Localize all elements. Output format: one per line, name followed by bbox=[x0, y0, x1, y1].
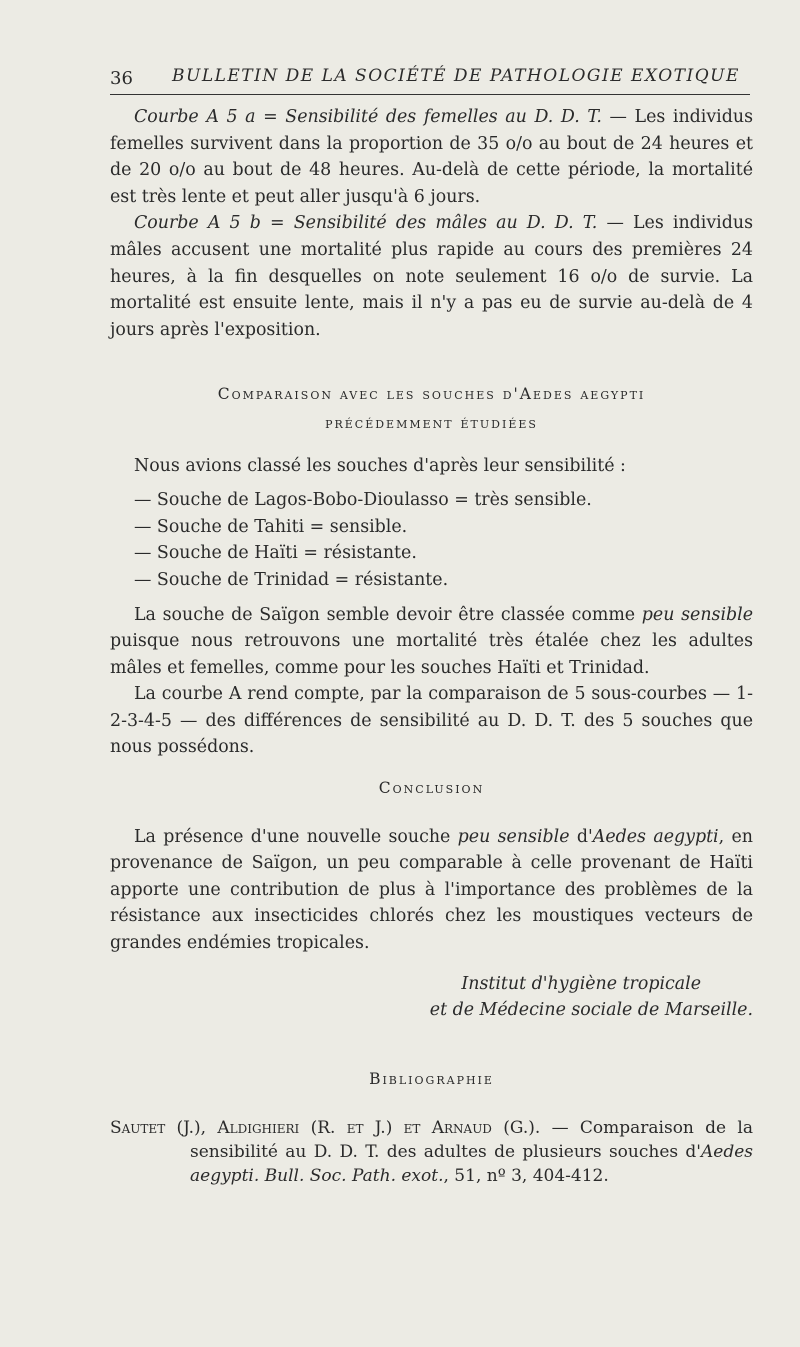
list-item: — Souche de Trinidad = résistante. bbox=[134, 569, 449, 590]
page-number: 36 bbox=[110, 68, 133, 89]
signature-line-2: et de Médecine sociale de Marseille. bbox=[429, 1000, 753, 1021]
comparison-heading-line2: précédemment étudiées bbox=[325, 413, 538, 432]
running-title: BULLETIN DE LA SOCIÉTÉ DE PATHOLOGIE EXOTIQUE bbox=[172, 66, 740, 86]
courbe-a5a-text: — Les individus femelles survivent dans la proportion de 35 o/o au bout de 24 heures et de 20 o/o au bout de 48 heures. Au-delà de cette période, la mortalité est très lente et peut aller jusqu'à 6 jours. bbox=[110, 107, 753, 207]
list-item: — Souche de Tahiti = sensible. bbox=[134, 516, 408, 537]
conclusion-heading: Conclusion bbox=[378, 779, 485, 798]
comparison-lead: Nous avions classé les souches d'après leur sensibilité : bbox=[134, 455, 626, 476]
courbe-a5a-label: Courbe A 5 a = Sensibilité des femelles au D. D. T. bbox=[134, 107, 602, 127]
bibliography-heading: Bibliographie bbox=[369, 1069, 494, 1088]
running-header bbox=[110, 64, 750, 95]
comparison-heading-line1: Comparaison avec les souches d'Aedes aegypti bbox=[217, 385, 646, 404]
paragraph-courbe-a5b bbox=[110, 210, 753, 343]
article-body bbox=[110, 104, 753, 1188]
paragraph-courbe-a5a bbox=[110, 104, 753, 210]
comparison-paragraph-2: La courbe A rend compte, par la comparaison de 5 sous-courbes — 1-2-3-4-5 — des différences de sensibilité au D. D. T. des 5 souches que nous possédons. bbox=[110, 684, 753, 758]
signature-line-1: Institut d'hygiène tropicale bbox=[461, 973, 701, 994]
ref-authors: Sautet (J.), Aldighieri (R. et J.) et Arnaud (G.). bbox=[110, 1118, 541, 1139]
conclusion-paragraph: La présence d'une nouvelle souche peu sensible d'Aedes aegypti, en provenance de Saïgon, un peu comparable à celle provenant de Haïti apporte une contribution de plus à l'importance des problèmes de la résistance aux insecticides chlorés chez les moustiques vecteurs de grandes endémies tropicales. bbox=[110, 826, 753, 954]
comparison-paragraph-1: La souche de Saïgon semble devoir être classée comme peu sensible puisque nous retrouvons une mortalité très étalée chez les adultes mâles et femelles, comme pour les souches Haïti et Trinidad. bbox=[110, 604, 754, 678]
courbe-a5b-label: Courbe A 5 b = Sensibilité des mâles au D. D. T. bbox=[134, 213, 598, 234]
bibliography-entry: Sautet (J.), Aldighieri (R. et J.) et Arnaud (G.). — Comparaison de la sensibilité au D. D. T. des adultes de plusieurs souches d'Aedes aegypti. Bull. Soc. Path. exot., 51, nº 3, 404-412. bbox=[110, 1118, 753, 1187]
courbe-a5b-text: — Les individus mâles accusent une mortalité plus rapide au cours des premières 24 heures, à la fin desquelles on note seulement 16 o/o de survie. La mortalité est ensuite lente, mais il n'y a pas eu de survie au-delà de 4 jours après l'exposition. bbox=[110, 213, 754, 340]
emphasis-peu-sensible: peu sensible bbox=[641, 604, 754, 625]
list-item: — Souche de Haïti = résistante. bbox=[134, 543, 417, 564]
list-item: — Souche de Lagos-Bobo-Dioulasso = très sensible. bbox=[134, 490, 592, 511]
